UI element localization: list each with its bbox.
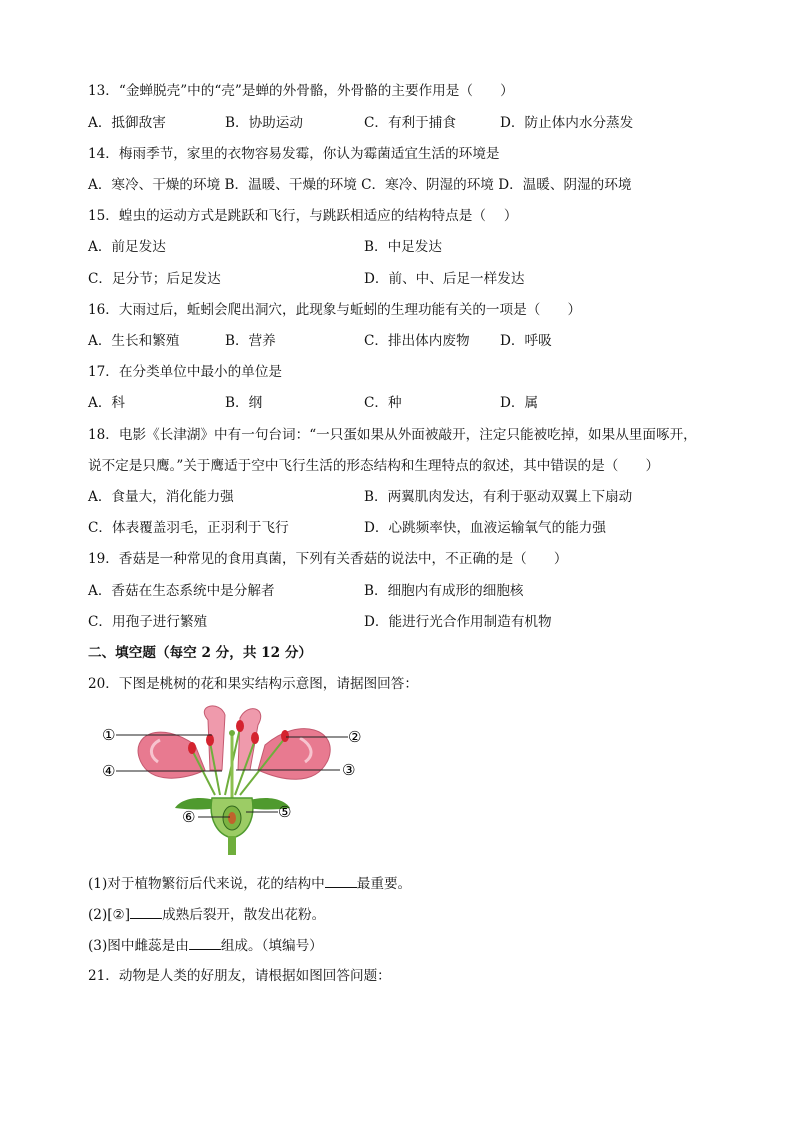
q21-stem: 21．动物是人类的好朋友，请根据如图回答问题：	[88, 968, 391, 984]
answer-blank-1[interactable]	[325, 873, 357, 888]
q17-option-b[interactable]: B．纲	[225, 395, 263, 411]
q18-stem: 18．电影《长津湖》中有一句台词：“一只蛋如果从外面被敲开，注定只能被吃掉，如果从里面啄开，	[88, 427, 697, 443]
q15-option-d[interactable]: D．前、中、后足一样发达	[364, 271, 525, 287]
q19-stem: 19．香菇是一种常见的食用真菌，下列有关香菇的说法中，不正确的是（ ）	[88, 551, 568, 567]
q19-option-a[interactable]: A．香菇在生态系统中是分解者	[88, 583, 275, 599]
q13-option-a[interactable]: A．抵御敌害	[88, 115, 166, 131]
stigma	[229, 730, 235, 736]
q20-stem: 20．下图是桃树的花和果实结构示意图，请据图回答：	[88, 676, 418, 692]
label-3: ③	[342, 761, 356, 779]
label-6: ⑥	[182, 808, 196, 826]
q19-option-c[interactable]: C．用孢子进行繁殖	[88, 614, 208, 630]
q13-option-d[interactable]: D．防止体内水分蒸发	[500, 115, 634, 131]
right-petal	[258, 729, 330, 780]
q17-option-d[interactable]: D．属	[500, 395, 539, 411]
q18-option-c[interactable]: C．体表覆盖羽毛，正羽利于飞行	[88, 520, 289, 536]
q20-sub2: (2)[②] 成熟后裂开，散发出花粉。	[88, 904, 325, 925]
q18-option-b[interactable]: B．两翼肌肉发达，有利于驱动双翼上下扇动	[364, 489, 633, 505]
anther	[251, 732, 259, 744]
q15-option-c[interactable]: C．足分节；后足发达	[88, 271, 221, 287]
label-5: ⑤	[278, 803, 292, 821]
q16-option-d[interactable]: D．呼吸	[500, 333, 552, 349]
answer-blank-2[interactable]	[130, 904, 162, 919]
q18-option-d[interactable]: D．心跳频率快，血液运输氧气的能力强	[364, 520, 606, 536]
label-1: ①	[102, 726, 116, 744]
q14-options[interactable]: A．寒冷、干燥的环境 B．温暖、干燥的环境 C．寒冷、阴湿的环境 D．温暖、阴湿的环境	[88, 177, 632, 193]
peach-flower-diagram	[100, 700, 370, 855]
q19-option-d[interactable]: D．能进行光合作用制造有机物	[364, 614, 552, 630]
q18-stem-line2: 说不定是只鹰。”关于鹰适于空中飞行生活的形态结构和生理特点的叙述，其中错误的是（ ）	[88, 458, 660, 474]
q15-stem: 15．蝗虫的运动方式是跳跃和飞行，与跳跃相适应的结构特点是（ ）	[88, 208, 518, 224]
label-2: ②	[348, 728, 362, 746]
q13-option-b[interactable]: B．协助运动	[225, 115, 303, 131]
q14-stem: 14．梅雨季节，家里的衣物容易发霉，你认为霉菌适宜生活的环境是	[88, 146, 500, 162]
q20-sub1: (1)对于植物繁衍后代来说，花的结构中 最重要。	[88, 873, 411, 894]
answer-blank-3[interactable]	[189, 935, 221, 950]
q16-option-b[interactable]: B．营养	[225, 333, 276, 349]
section-title: 二、填空题（每空 2 分，共 12 分）	[88, 645, 313, 661]
q20-sub3: (3)图中雌蕊是由 组成。（填编号）	[88, 935, 323, 956]
q18-option-a[interactable]: A．食量大，消化能力强	[88, 489, 234, 505]
q13-option-c[interactable]: C．有利于捕食	[364, 115, 456, 131]
ovule	[228, 812, 236, 824]
q13-stem: 13．“金蝉脱壳”中的“壳”是蝉的外骨骼，外骨骼的主要作用是（ ）	[88, 83, 514, 99]
q16-option-a[interactable]: A．生长和繁殖	[88, 333, 180, 349]
q17-option-a[interactable]: A．科	[88, 395, 126, 411]
q19-option-b[interactable]: B．细胞内有成形的细胞核	[364, 583, 524, 599]
label-4: ④	[102, 762, 116, 780]
q17-stem: 17．在分类单位中最小的单位是	[88, 364, 283, 380]
q15-option-b[interactable]: B．中足发达	[364, 239, 442, 255]
q15-option-a[interactable]: A．前足发达	[88, 239, 166, 255]
anther	[206, 734, 214, 746]
q16-stem: 16．大雨过后，蚯蚓会爬出洞穴，此现象与蚯蚓的生理功能有关的一项是（ ）	[88, 302, 582, 318]
anther	[188, 742, 196, 754]
anther	[236, 720, 244, 732]
anther	[281, 730, 289, 742]
flower-stalk	[228, 836, 236, 855]
q16-option-c[interactable]: C．排出体内废物	[364, 333, 470, 349]
q17-option-c[interactable]: C．种	[364, 395, 402, 411]
